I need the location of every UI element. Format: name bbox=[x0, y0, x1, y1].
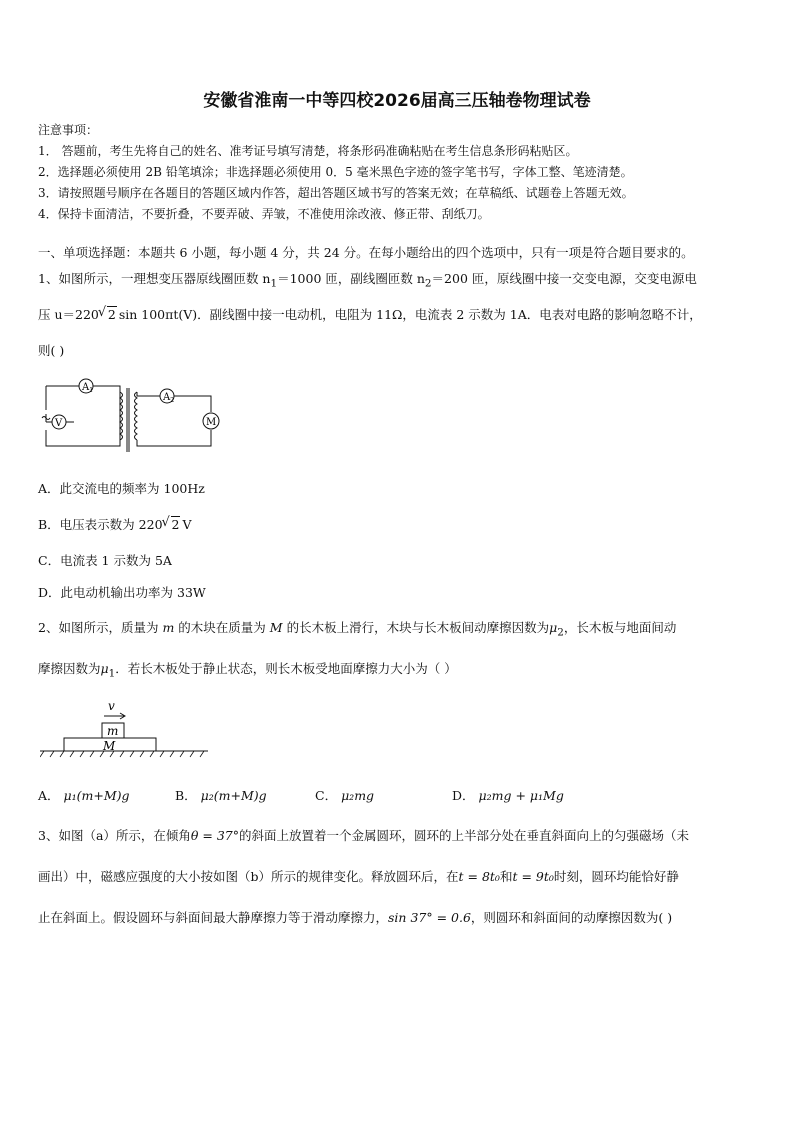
q1-option-b-text: B．电压表示数为 220 bbox=[38, 517, 163, 532]
q1-text: ＝1000 匝，副线圈匝数 n bbox=[277, 271, 425, 286]
q3-text: 画出）中，磁感应强度的大小按如图（b）所示的规律变化。释放圆环后，在 bbox=[38, 869, 459, 884]
note-item: 3．请按照题号顺序在各题目的答题区域内作答，超出答题区域书写的答案无效；在草稿纸、试题卷上答题无效。 bbox=[38, 186, 634, 200]
q3-text: 时刻，圆环均能恰好静 bbox=[553, 869, 679, 884]
section-heading: 一、单项选择题：本题共 6 小题，每小题 4 分，共 24 分。在每小题给出的四个选项中，只有一项是符合题目要求的。 bbox=[38, 245, 694, 260]
q3-time-1: t = 8t₀ bbox=[458, 869, 500, 884]
q2-option-b-label: B． bbox=[175, 788, 197, 803]
q2-var-mu1: μ bbox=[100, 661, 109, 676]
q3-text: 和 bbox=[499, 869, 513, 884]
q2-text: 的长木板上滑行，木块与长木板间动摩擦因数为 bbox=[286, 620, 550, 635]
q3-text-line3 bbox=[38, 910, 672, 926]
q1-text-line1 bbox=[38, 271, 697, 292]
page-title: 安徽省淮南一中等四校2026届高三压轴卷物理试卷 bbox=[203, 91, 591, 111]
q1-text: 1、如图所示，一理想变压器原线圈匝数 n bbox=[38, 271, 271, 286]
q1-option-d: D．此电动机输出功率为 33W bbox=[38, 585, 206, 600]
q2-text: ，长木板与地面间动 bbox=[563, 620, 677, 635]
q3-text: 3、如图（a）所示，在倾角 bbox=[38, 828, 191, 843]
q1-option-a: A．此交流电的频率为 100Hz bbox=[38, 481, 205, 496]
q2-option-b-expr: μ₂(m+M)g bbox=[200, 788, 267, 803]
block-m-label: m bbox=[107, 724, 119, 738]
q3-time-2: t = 9t₀ bbox=[512, 869, 554, 884]
q2-option-c-label: C． bbox=[315, 788, 338, 803]
note-item: 4．保持卡面清洁，不要折叠，不要弄破、弄皱，不准使用涂改液、修正带、刮纸刀。 bbox=[38, 207, 490, 221]
q2-text: 摩擦因数为 bbox=[38, 661, 101, 676]
q1-text: sin 100πt(V)．副线圈中接一电动机，电阻为 11Ω，电流表 2 示数为 1A．电表对电路的影响忽略不计， bbox=[118, 307, 702, 322]
board-M-label: M bbox=[103, 739, 116, 753]
q1-radicand: 2 bbox=[107, 307, 116, 322]
q2-text-line1 bbox=[38, 620, 676, 641]
voltmeter-label: V bbox=[55, 418, 63, 429]
sqrt-symbol bbox=[163, 517, 181, 532]
q2-subscript: 2 bbox=[557, 626, 564, 639]
q2-option-c-expr: μ₂mg bbox=[341, 788, 375, 803]
q2-var-m: m bbox=[162, 620, 175, 635]
q1-subscript: 2 bbox=[424, 277, 432, 290]
q1-option-b-unit: V bbox=[182, 517, 192, 532]
q1-text-line2 bbox=[38, 307, 702, 323]
q1-option-b-radicand: 2 bbox=[171, 517, 180, 532]
q2-text: ．若长木板处于静止状态，则长木板受地面摩擦力大小为（ ） bbox=[115, 661, 457, 676]
q2-option-d-expr: μ₂mg + μ₁Mg bbox=[478, 788, 564, 803]
q1-text-line3: 则( ) bbox=[38, 343, 65, 358]
q2-option-d-label: D． bbox=[452, 788, 475, 803]
q2-var-mu2: μ bbox=[549, 620, 558, 635]
q1-subscript: 1 bbox=[270, 277, 278, 290]
q3-text: ，则圆环和斜面间的动摩擦因数为( ) bbox=[470, 910, 673, 925]
ammeter-1-label: $A_1$ bbox=[82, 382, 94, 394]
q3-angle: θ = 37° bbox=[190, 828, 240, 843]
note-item: 2．选择题必须使用 2B 铅笔填涂；非选择题必须使用 0．5 毫米黑色字迹的签字笔书写，字体工整、笔迹清楚。 bbox=[38, 165, 633, 179]
q3-sine-value: sin 37° = 0.6 bbox=[388, 910, 471, 925]
ammeter-2-label: $A_2$ bbox=[163, 392, 175, 404]
transformer-circuit-figure bbox=[36, 374, 226, 466]
block-on-board-figure bbox=[40, 696, 210, 760]
q2-option-b bbox=[175, 786, 267, 804]
q1-text: 压 u＝220 bbox=[38, 307, 99, 322]
q1-option-c: C．电流表 1 示数为 5A bbox=[38, 553, 172, 568]
q3-text-line1 bbox=[38, 828, 689, 844]
q2-subscript: 1 bbox=[108, 667, 116, 680]
q1-text: ＝200 匝，原线圈中接一交变电源，交变电源电 bbox=[431, 271, 697, 286]
q2-text: 2、如图所示，质量为 bbox=[38, 620, 159, 635]
notes-heading: 注意事项： bbox=[38, 123, 99, 137]
q2-text-line2 bbox=[38, 661, 457, 682]
q3-text-line2 bbox=[38, 869, 679, 885]
q1-option-b bbox=[38, 515, 192, 533]
q2-option-a bbox=[38, 786, 130, 804]
q2-var-M: M bbox=[269, 620, 283, 635]
q2-option-d bbox=[452, 786, 564, 804]
q3-text: 的斜面上放置着一个金属圆环，圆环的上半部分处在垂直斜面向上的匀强磁场（未 bbox=[239, 828, 690, 843]
velocity-label: v bbox=[108, 699, 115, 713]
motor-label: M bbox=[206, 417, 217, 428]
q2-text: 的木块在质量为 bbox=[178, 620, 266, 635]
q2-option-a-label: A． bbox=[38, 788, 60, 803]
note-item: 1． 答题前，考生先将自己的姓名、准考证号填写清楚，将条形码准确粘贴在考生信息条形码粘贴区。 bbox=[38, 144, 578, 158]
q2-option-c bbox=[315, 786, 374, 804]
sqrt-symbol bbox=[99, 307, 117, 323]
q3-text: 止在斜面上。假设圆环与斜面间最大静摩擦力等于滑动摩擦力， bbox=[38, 910, 389, 925]
q2-option-a-expr: μ₁(m+M)g bbox=[63, 788, 130, 803]
